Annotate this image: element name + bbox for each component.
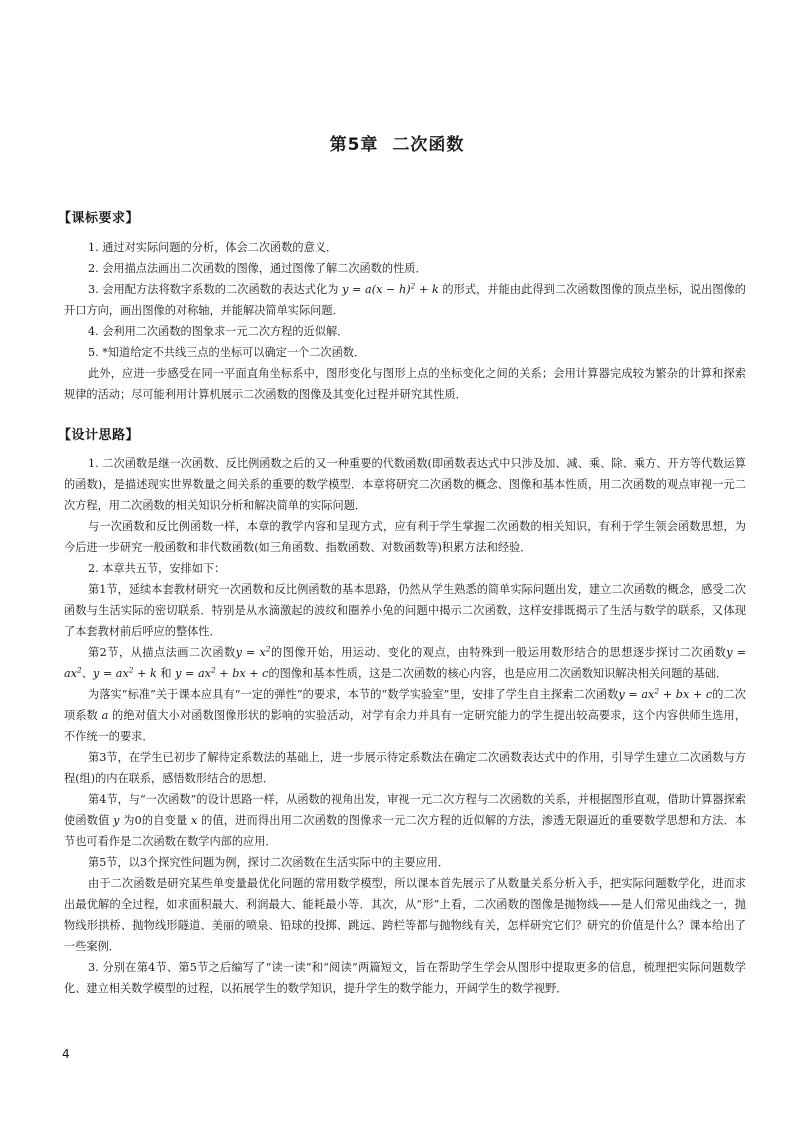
design-paragraph: 第5节，以3个探究性问题为例，探讨二次函数在生活实际中的主要应用． <box>88 856 450 869</box>
page-number: 4 <box>62 1047 70 1061</box>
curriculum-body <box>64 237 746 405</box>
curriculum-heading: 【课标要求】 <box>58 211 140 226</box>
chapter-name: 二次函数 <box>392 135 465 155</box>
formula: $y = ax^2 + k$ <box>92 665 157 680</box>
formula: a <box>101 709 109 722</box>
vertex-form-formula: $y = a(x - h)^2 + k$ <box>342 281 439 296</box>
design-paragraph: 第1节，延续本套教材研究一次函数和反比例函数的基本思路，仍然从学生熟悉的简单实际问题出发，建立二次函数的概念，感受二次函数与生活实际的密切联系．特别是从水滴激起的波纹和圈养小兔的问题中揭示二次函数，这样安排既揭示了生活与数学的联系，又体现了本套教材前后呼应的整体性． <box>64 583 746 638</box>
formula: $y = x^2$ <box>235 644 271 659</box>
design-paragraph: 3. 分别在第4节、第5节之后编写了“读一读”和“阅读”两篇短文，旨在帮助学生学会从图形中提取更多的信息，梳理把实际问题数学化、建立相关数学模型的过程，以拓展学生的数学知识，提升学生的数学能力，开阔学生的数学视野． <box>64 961 746 995</box>
curriculum-item: 此外，应进一步感受在同一平面直角坐标系中，图形变化与图形上点的坐标变化之间的关系；会用计算器完成较为繁杂的计算和探索规律的活动；尽可能利用计算机展示二次函数的图像及其变化过程并研究其性质． <box>64 367 746 401</box>
design-paragraph: 1. 二次函数是继一次函数、反比例函数之后的又一种重要的代数函数(即函数表达式中只涉及加、减、乘、除、乘方、开方等代数运算的函数)，是描述现实世界数量之间关系的重要的数学模型．本章将研究二次函数的概念、图像和基本性质，用二次函数的观点审视一元二次方程，用二次函数的相关知识分析和解决简单的实际问题． <box>64 457 746 512</box>
curriculum-item: 1. 通过对实际问题的分析，体会二次函数的意义． <box>88 241 338 254</box>
design-paragraph: 第2节，从描点法画二次函数$y = x^2$的图像开始，用运动、变化的观点，由特殊到一般运用数形结合的思想逐步探讨二次函数$y = ax^2$、$y = ax^2 + k$ 和 $y = ax^2$ + bx + c的图像和基本性质，这是二次函数的核心内容，也是应用二次函数知识解决相关问题的基础． <box>64 644 746 680</box>
design-paragraph: 为落实“标准”关于课本应具有“一定的弹性”的要求，本节的“数学实验室”里，安排了学生自主探索二次函数$y = ax^2$ + bx + c的二次项系数 a 的绝对值大小对函数图像形状的影响的实验活动，对学有余力并具有一定研究能力的学生提出较高要求，这个内容供师生选用，不作统一的要求． <box>64 686 746 743</box>
chapter-title <box>0 130 794 155</box>
curriculum-item: 2. 会用描点法画出二次函数的图像，通过图像了解二次函数的性质． <box>88 262 427 275</box>
formula: y <box>113 814 120 827</box>
formula: $y = ax^2$ <box>64 646 746 680</box>
formula: $y = ax^2$ + bx + c <box>175 665 269 680</box>
chapter-number: 第5章 <box>329 135 379 155</box>
design-paragraph: 2. 本章共五节，安排如下： <box>88 562 226 575</box>
design-body <box>64 453 746 999</box>
design-paragraph: 第4节，与“一次函数”的设计思路一样，从函数的视角出发，审视一元二次方程与二次函数的关系，并根据图形直观，借助计算器探索使函数值 y 为0的自变量 x 的值，进而得出用二次函数的图像求一元二次方程的近似解的方法，渗透无限逼近的重要数学思想和方法．本节也可看作是二次函数在数学内部的应用． <box>64 793 747 848</box>
design-heading: 【设计思路】 <box>58 428 140 443</box>
design-paragraph: 第3节，在学生已初步了解待定系数法的基础上，进一步展示待定系数法在确定二次函数表达式中的作用，引导学生建立二次函数与方程(组)的内在联系，感悟数形结合的思想． <box>64 751 746 785</box>
curriculum-item: 5. *知道给定不共线三点的坐标可以确定一个二次函数． <box>88 346 366 359</box>
formula: x <box>191 814 198 827</box>
formula: $y = ax^2$ + bx + c <box>618 686 713 701</box>
design-paragraph: 与一次函数和反比例函数一样，本章的教学内容和呈现方式，应有利于学生掌握二次函数的相关知识，有利于学生领会函数思想，为今后进一步研究一般函数和非代数函数(如三角函数、指数函数、对数函数等)积累方法和经验． <box>64 520 746 554</box>
design-paragraph: 由于二次函数是研究某些单变量最优化问题的常用数学模型，所以课本首先展示了从数量关系分析入手，把实际问题数学化，进而求出最优解的全过程，如求面积最大、利润最大、能耗最小等．其次，从“形”上看，二次函数的图像是抛物线——是人们常见曲线之一，抛物线形拱桥、抛物线形隧道、美丽的喷泉、铅球的投掷、跳远、跨栏等都与抛物线有关，怎样研究它们？研究的价值是什么？课本给出了一些案例． <box>64 877 746 953</box>
curriculum-item: 4. 会利用二次函数的图象求一元二次方程的近似解． <box>88 325 349 338</box>
curriculum-item: 3. 会用配方法将数字系数的二次函数的表达式化为 $y = a(x - h)^2 + k$ 的形式，并能由此得到二次函数图像的顶点坐标，说出图像的开口方向，画出图像的对称轴，并能解决简单实际问题． <box>64 281 746 317</box>
